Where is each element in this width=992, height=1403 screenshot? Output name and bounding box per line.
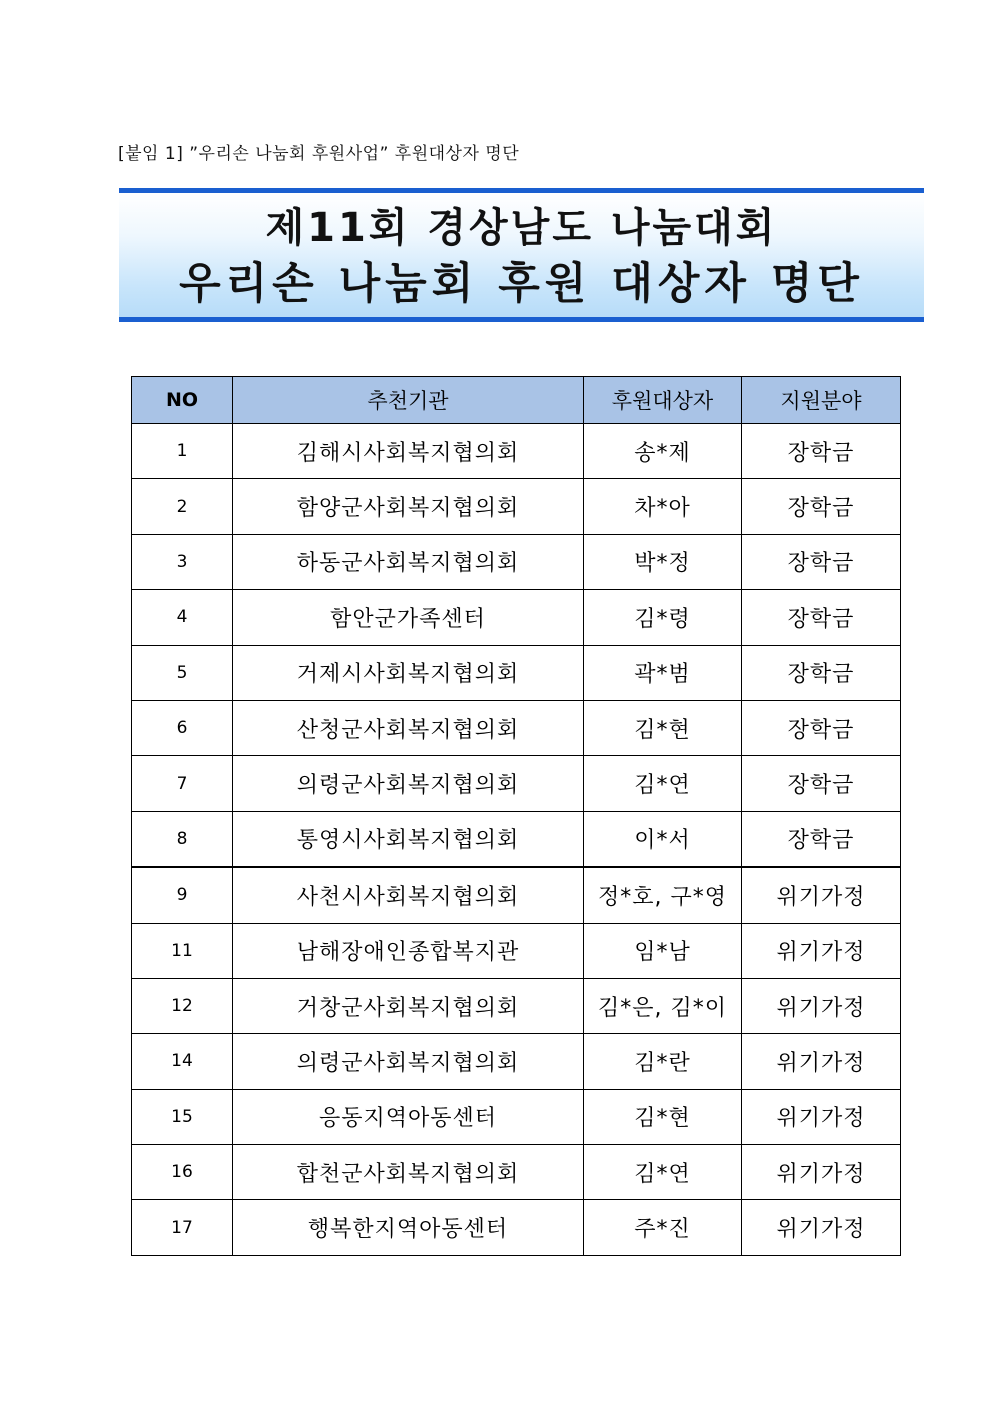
- table-row: [132, 1200, 901, 1255]
- table-row: [132, 479, 901, 534]
- cell-name: 김*령: [584, 590, 742, 645]
- title-line-2: 우리손 나눔회 후원 대상자 명단: [179, 259, 864, 309]
- table-row: [132, 978, 901, 1033]
- cell-field: 장학금: [742, 534, 901, 589]
- cell-name: 차*아: [584, 479, 742, 534]
- cell-no: 17: [132, 1200, 233, 1255]
- cell-org: 응동지역아동센터: [233, 1089, 584, 1144]
- table-row: [132, 590, 901, 645]
- table-row: [132, 424, 901, 479]
- cell-name: 김*현: [584, 1089, 742, 1144]
- cell-no: 12: [132, 978, 233, 1033]
- cell-field: 장학금: [742, 479, 901, 534]
- table-row: [132, 645, 901, 700]
- table-row: [132, 811, 901, 867]
- cell-no: 5: [132, 645, 233, 700]
- cell-name: 김*연: [584, 1145, 742, 1200]
- cell-no: 2: [132, 479, 233, 534]
- cell-org: 행복한지역아동센터: [233, 1200, 584, 1255]
- table-header-row: [132, 377, 901, 424]
- cell-field: 위기가정: [742, 923, 901, 978]
- cell-org: 산청군사회복지협의회: [233, 700, 584, 755]
- cell-field: 위기가정: [742, 1200, 901, 1255]
- cell-org: 의령군사회복지협의회: [233, 756, 584, 811]
- cell-no: 6: [132, 700, 233, 755]
- header-name: 후원대상자: [584, 377, 742, 424]
- title-line-1: 제11회 경상남도 나눔대회: [265, 205, 778, 251]
- cell-name: 주*진: [584, 1200, 742, 1255]
- cell-no: 14: [132, 1034, 233, 1089]
- cell-no: 8: [132, 811, 233, 867]
- table-row: [132, 756, 901, 811]
- cell-field: 위기가정: [742, 1089, 901, 1144]
- title-banner: [119, 188, 924, 322]
- header-org: 추천기관: [233, 377, 584, 424]
- cell-org: 통영시사회복지협의회: [233, 811, 584, 867]
- table-row: [132, 1089, 901, 1144]
- cell-field: 위기가정: [742, 867, 901, 923]
- cell-no: 3: [132, 534, 233, 589]
- cell-name: 이*서: [584, 811, 742, 867]
- cell-no: 9: [132, 867, 233, 923]
- cell-field: 장학금: [742, 756, 901, 811]
- cell-field: 장학금: [742, 645, 901, 700]
- cell-org: 함안군가족센터: [233, 590, 584, 645]
- cell-org: 함양군사회복지협의회: [233, 479, 584, 534]
- cell-org: 거제시사회복지협의회: [233, 645, 584, 700]
- cell-no: 1: [132, 424, 233, 479]
- cell-org: 사천시사회복지협의회: [233, 867, 584, 923]
- attachment-note: [붙임 1] ”우리손 나눔회 후원사업” 후원대상자 명단: [118, 144, 520, 164]
- table-row: [132, 923, 901, 978]
- cell-org: 김해시사회복지협의회: [233, 424, 584, 479]
- cell-no: 16: [132, 1145, 233, 1200]
- cell-field: 장학금: [742, 424, 901, 479]
- table-row: [132, 1034, 901, 1089]
- cell-no: 15: [132, 1089, 233, 1144]
- header-no: NO: [132, 377, 233, 424]
- cell-name: 송*제: [584, 424, 742, 479]
- cell-name: 김*현: [584, 700, 742, 755]
- cell-field: 장학금: [742, 700, 901, 755]
- cell-no: 7: [132, 756, 233, 811]
- cell-name: 박*정: [584, 534, 742, 589]
- table-row: [132, 534, 901, 589]
- cell-field: 장학금: [742, 811, 901, 867]
- cell-name: 김*연: [584, 756, 742, 811]
- cell-field: 위기가정: [742, 1034, 901, 1089]
- cell-field: 위기가정: [742, 1145, 901, 1200]
- cell-name: 곽*범: [584, 645, 742, 700]
- cell-field: 장학금: [742, 590, 901, 645]
- header-field: 지원분야: [742, 377, 901, 424]
- cell-org: 남해장애인종합복지관: [233, 923, 584, 978]
- cell-name: 김*은, 김*이: [584, 978, 742, 1033]
- cell-org: 거창군사회복지협의회: [233, 978, 584, 1033]
- table-row: [132, 700, 901, 755]
- cell-org: 하동군사회복지협의회: [233, 534, 584, 589]
- table-row: [132, 867, 901, 923]
- cell-org: 합천군사회복지협의회: [233, 1145, 584, 1200]
- recipients-table: [131, 376, 901, 1256]
- cell-no: 11: [132, 923, 233, 978]
- cell-name: 정*호, 구*영: [584, 867, 742, 923]
- cell-name: 임*남: [584, 923, 742, 978]
- table-row: [132, 1145, 901, 1200]
- cell-name: 김*란: [584, 1034, 742, 1089]
- cell-field: 위기가정: [742, 978, 901, 1033]
- cell-org: 의령군사회복지협의회: [233, 1034, 584, 1089]
- cell-no: 4: [132, 590, 233, 645]
